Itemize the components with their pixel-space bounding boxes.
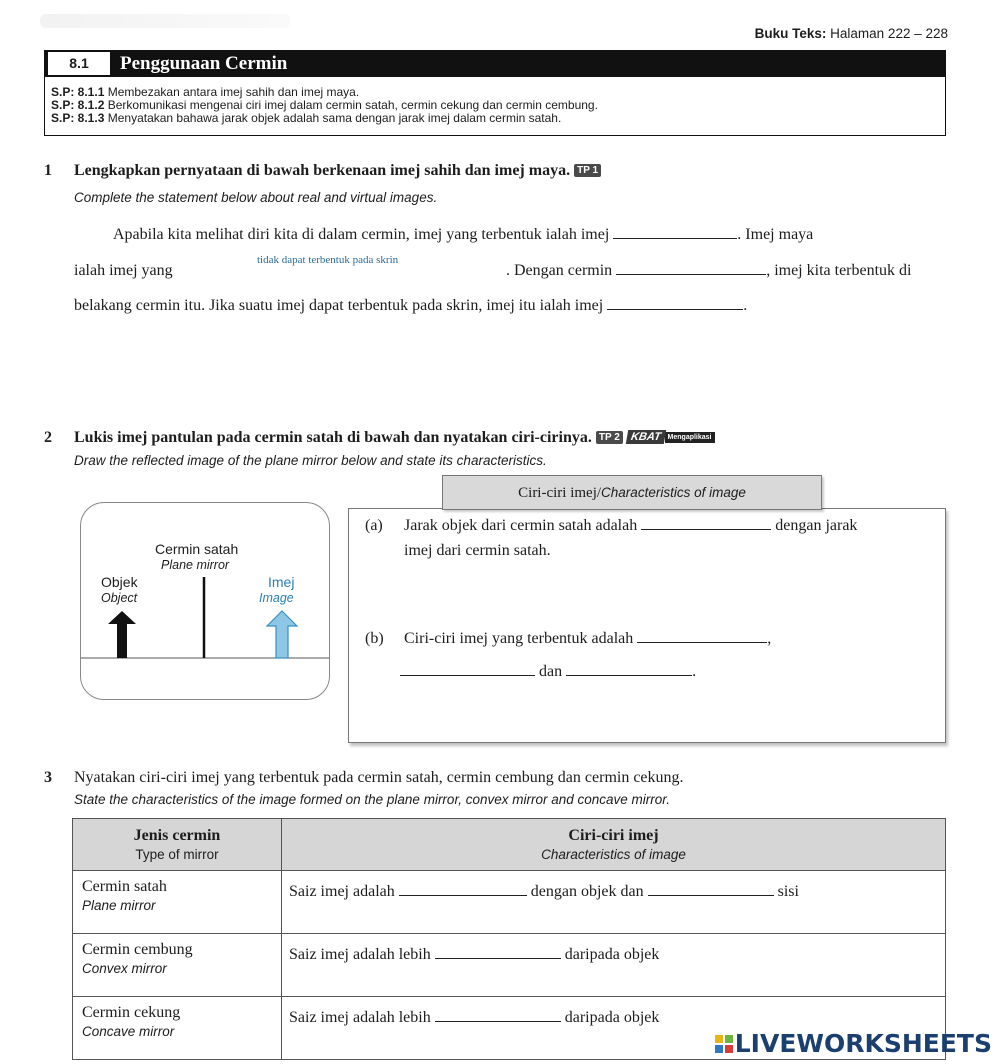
learning-standard-code: S.P: 8.1.1 (51, 85, 105, 99)
answer-blank[interactable] (648, 894, 774, 896)
textbook-reference-label: Buku Teks: (754, 26, 827, 41)
item-b-comma: , (767, 630, 772, 647)
answer-blank[interactable] (435, 1020, 561, 1022)
item-a-line-2: imej dari cermin satah. (404, 542, 551, 559)
mirror-name-en: Concave mirror (82, 1024, 175, 1039)
question-1-subtitle: Complete the statement below about real and virtual images. (74, 190, 438, 205)
item-b-dan: dan (539, 663, 563, 680)
q1-text: . (743, 297, 748, 314)
item-a-line-1 (404, 517, 857, 535)
q1-text: . Imej maya (737, 226, 814, 243)
table-header-mirror-type (73, 819, 282, 871)
question-3-subtitle: State the characteristics of the image formed on the plane mirror, convex mirror and concave mirror. (74, 792, 671, 807)
question-1-title (74, 162, 601, 180)
scan-artifact (40, 14, 290, 28)
characteristics-heading-en: Characteristics of image (601, 485, 746, 500)
diagram-graphics (81, 503, 329, 699)
characteristics-text (282, 934, 945, 964)
mirror-name-ms: Cermin cekung (82, 1004, 181, 1021)
answer-blank[interactable] (607, 308, 743, 310)
learning-standard (51, 112, 561, 125)
kbat-badge: KBAT (626, 430, 666, 444)
answer-blank[interactable] (613, 237, 737, 239)
mirror-name (73, 871, 281, 915)
q1-answer-hint[interactable]: tidak dapat terbentuk pada skrin (257, 254, 399, 266)
answer-blank[interactable] (399, 894, 527, 896)
mirror-name-ms: Cermin satah (82, 878, 167, 895)
learning-standard-code: S.P: 8.1.2 (51, 98, 105, 112)
table-header-characteristics (282, 819, 946, 871)
table-header-row (73, 819, 946, 871)
cell-text: Saiz imej adalah (289, 883, 395, 900)
header-text-ms: Jenis cermin (133, 826, 221, 844)
mirror-label-en: Plane mirror (161, 558, 230, 572)
liveworksheets-logo-icon (715, 1035, 733, 1053)
mirror-characteristics-table (72, 818, 946, 1060)
liveworksheets-text: LIVEWORKSHEETS (734, 1029, 992, 1058)
item-a-text: Jarak objek dari cermin satah adalah (404, 517, 638, 534)
tp-badge: TP 1 (574, 164, 601, 177)
question-1-title-text: Lengkapkan pernyataan di bawah berkenaan imej sahih dan imej maya. (74, 162, 571, 179)
mirror-name-en: Convex mirror (82, 961, 167, 976)
item-a-text: dengan jarak (775, 517, 858, 534)
object-arrow (108, 611, 136, 658)
mirror-name-en: Plane mirror (82, 898, 156, 913)
image-arrow (267, 611, 297, 658)
header-text-en: Type of mirror (135, 846, 219, 862)
answer-blank[interactable] (566, 674, 692, 676)
question-3-title: Nyatakan ciri-ciri imej yang terbentuk pada cermin satah, cermin cembung dan cermin cekung. (74, 769, 684, 786)
question-2-number: 2 (44, 429, 52, 446)
mirror-type-cell (73, 871, 282, 934)
item-b-line-2 (400, 663, 696, 681)
item-b-line-1 (404, 630, 771, 648)
learning-standard-text: Menyatakan bahawa jarak objek adalah sama dengan jarak imej dalam cermin satah. (107, 111, 562, 125)
characteristics-text (282, 997, 945, 1027)
mirror-type-cell (73, 997, 282, 1060)
answer-blank[interactable] (435, 957, 561, 959)
q1-text: , imej kita terbentuk di (766, 262, 912, 279)
mirror-label: Cermin satah (155, 541, 239, 557)
textbook-reference (755, 26, 948, 41)
header-text-ms: Ciri-ciri imej (568, 826, 659, 844)
characteristics-heading (442, 475, 822, 510)
liveworksheets-watermark (715, 1029, 992, 1058)
answer-blank[interactable] (616, 273, 766, 275)
mirror-name (73, 997, 281, 1041)
cell-text: daripada objek (564, 946, 660, 963)
question-1-number: 1 (44, 162, 52, 179)
characteristics-text (282, 871, 945, 901)
answer-blank[interactable] (400, 674, 535, 676)
mirror-type-cell (73, 934, 282, 997)
item-b-text: Ciri-ciri imej yang terbentuk adalah (404, 630, 634, 647)
cell-text: daripada objek (564, 1009, 660, 1026)
answer-blank[interactable] (641, 528, 771, 530)
learning-standard-text: Membezakan antara imej sahih dan imej maya. (107, 85, 360, 99)
image-label: Imej (268, 574, 295, 590)
header-text-en: Characteristics of image (541, 846, 686, 862)
cell-text: dengan objek dan (530, 883, 644, 900)
object-label: Objek (101, 574, 138, 590)
object-label-en: Object (101, 591, 138, 605)
mirror-name (73, 934, 281, 978)
section-number: 8.1 (48, 52, 110, 75)
kbat-sub-badge: Mengaplikasi (665, 432, 715, 443)
q1-line-1 (113, 226, 813, 244)
characteristics-heading-ms: Ciri-ciri imej/ (518, 485, 602, 501)
characteristics-cell (282, 934, 946, 997)
cell-text: Saiz imej adalah lebih (289, 1009, 431, 1026)
item-b-label: (b) (365, 630, 384, 647)
tp-badge: TP 2 (596, 431, 623, 444)
image-label-en: Image (259, 591, 294, 605)
q1-line-2-start: ialah imej yang (74, 262, 173, 279)
learning-standard-text: Berkomunikasi mengenai ciri imej dalam cermin satah, cermin cekung dan cermin cembung. (107, 98, 598, 112)
item-b-end: . (692, 663, 697, 680)
cell-text: sisi (777, 883, 799, 900)
table-row (73, 934, 946, 997)
mirror-name-ms: Cermin cembung (82, 941, 193, 958)
question-2-title-text: Lukis imej pantulan pada cermin satah di bawah dan nyatakan ciri-cirinya. (74, 429, 592, 446)
characteristics-cell (282, 871, 946, 934)
cell-text: Saiz imej adalah lebih (289, 946, 431, 963)
question-2-title (74, 429, 715, 447)
q1-text: belakang cermin itu. Jika suatu imej dapat terbentuk pada skrin, imej itu ialah imej (74, 297, 604, 314)
question-3-number: 3 (44, 769, 52, 786)
q1-text: . Dengan cermin (506, 262, 613, 279)
answer-blank[interactable] (637, 641, 767, 643)
plane-mirror-diagram[interactable] (80, 502, 330, 700)
section-title: Penggunaan Cermin (120, 53, 288, 74)
q1-line-3 (74, 297, 747, 315)
item-a-label: (a) (365, 517, 383, 534)
table-row (73, 871, 946, 934)
textbook-reference-pages: Halaman 222 – 228 (830, 26, 948, 41)
learning-standard-code: S.P: 8.1.3 (51, 111, 105, 125)
q1-line-2-end (506, 262, 911, 280)
question-2-subtitle: Draw the reflected image of the plane mirror below and state its characteristics. (74, 453, 547, 468)
q1-text: Apabila kita melihat diri kita di dalam cermin, imej yang terbentuk ialah imej (113, 226, 610, 243)
